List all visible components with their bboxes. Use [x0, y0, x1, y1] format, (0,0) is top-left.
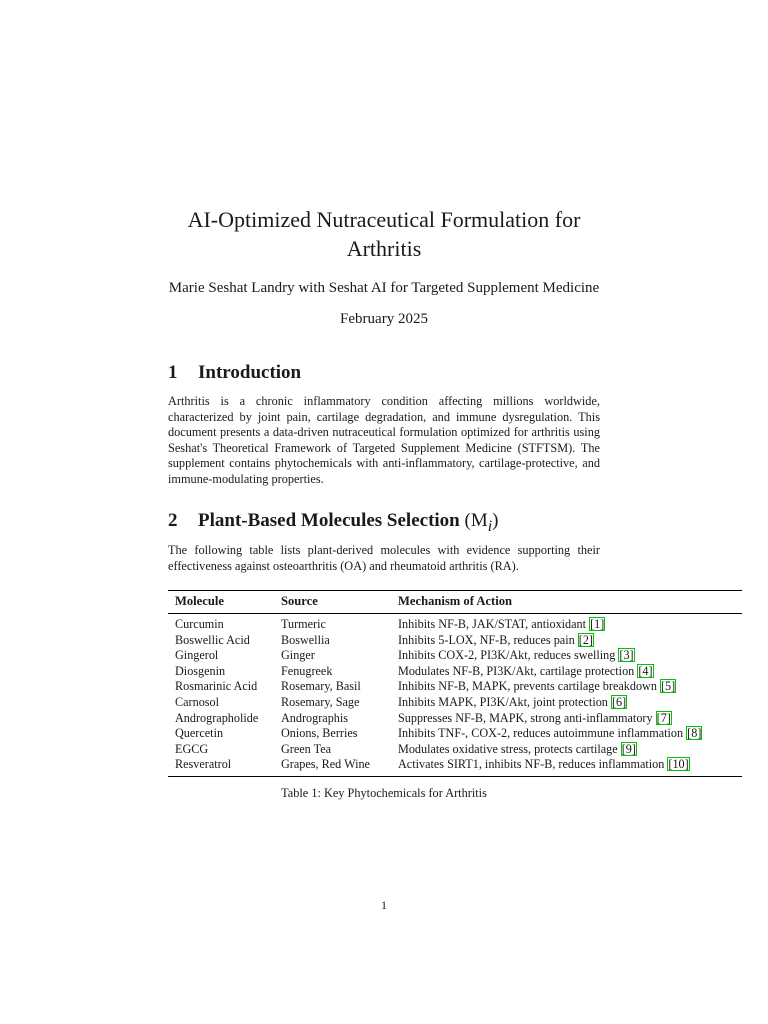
table-row — [168, 726, 742, 742]
column-header-source: Source — [274, 591, 391, 614]
page-number: 1 — [381, 898, 387, 912]
table-header-row — [168, 591, 742, 614]
mechanism-text: Modulates NF-B, PI3K/Akt, cartilage protection — [398, 663, 635, 678]
cell-source: Green Tea — [281, 741, 332, 756]
table-row — [168, 695, 742, 711]
table-caption: Table 1: Key Phytochemicals for Arthritis — [281, 786, 487, 800]
table-row — [168, 742, 742, 758]
column-header-molecule: Molecule — [168, 591, 274, 614]
section-title: Introduction — [198, 362, 302, 383]
citation-link[interactable]: [8] — [687, 726, 702, 741]
citation-link[interactable]: [10] — [668, 757, 689, 772]
cell-molecule: Resveratrol — [168, 757, 274, 776]
citation-link[interactable]: [7] — [656, 710, 671, 725]
mechanism-text: Suppresses NF-B, MAPK, strong anti-inflammatory — [398, 710, 653, 725]
cell-mechanism — [391, 633, 742, 649]
table-row — [168, 757, 742, 776]
cell-molecule: EGCG — [175, 741, 209, 756]
section-heading-molecules — [168, 510, 498, 536]
section-heading-introduction — [168, 362, 301, 384]
paper-title-line-2: Arthritis — [346, 236, 422, 261]
cell-molecule: Curcumin — [175, 617, 224, 631]
cell-mechanism — [391, 695, 742, 711]
paper-title-line-1: AI-Optimized Nutraceutical Formulation for — [187, 207, 581, 232]
paper-date: February 2025 — [340, 311, 428, 327]
column-header-mechanism: Mechanism of Action — [391, 591, 742, 614]
table-row — [168, 648, 742, 664]
section-number: 1 — [168, 362, 178, 383]
citation-link[interactable]: [1] — [590, 617, 605, 631]
cell-mechanism — [391, 757, 742, 776]
paper-title — [150, 205, 618, 263]
cell-molecule: Andrographolide — [175, 710, 259, 725]
citation-link[interactable]: [4] — [638, 663, 653, 678]
cell-source: Rosemary, Sage — [281, 694, 360, 709]
cell-source: Ginger — [281, 648, 315, 663]
cell-mechanism — [391, 726, 742, 742]
citation-link[interactable]: [2] — [578, 632, 593, 647]
cell-mechanism — [391, 679, 742, 695]
cell-molecule: Rosmarinic Acid — [175, 679, 258, 694]
table-row — [168, 633, 742, 649]
cell-source: Rosemary, Basil — [281, 679, 361, 694]
cell-mechanism — [391, 742, 742, 758]
section-title: Plant-Based Molecules Selection — [198, 510, 460, 531]
mechanism-text: Inhibits NF-B, JAK/STAT, antioxidant — [398, 617, 587, 631]
cell-molecule: Gingerol — [175, 648, 219, 663]
mechanism-text: Inhibits COX-2, PI3K/Akt, reduces swelling — [398, 648, 616, 663]
table-body — [168, 614, 742, 777]
citation-link[interactable]: [9] — [621, 741, 636, 756]
mechanism-text: Modulates oxidative stress, protects cartilage — [398, 741, 618, 756]
cell-source: Fenugreek — [281, 663, 333, 678]
mechanism-text: Inhibits 5-LOX, NF-B, reduces pain — [398, 632, 575, 647]
cell-molecule: Carnosol — [175, 694, 220, 709]
cell-molecule: Quercetin — [175, 726, 224, 741]
cell-source: Grapes, Red Wine — [274, 757, 391, 776]
table-row — [168, 614, 742, 633]
section-title-math: $(M_i)$ — [464, 510, 499, 535]
cell-source: Boswellia — [281, 632, 330, 647]
citation-link[interactable]: [5] — [660, 679, 676, 694]
cell-molecule: Diosgenin — [175, 663, 226, 678]
table-row — [168, 679, 742, 695]
paper-author: Marie Seshat Landry with Seshat AI for Targeted Supplement Medicine — [168, 280, 600, 296]
mechanism-text: Inhibits TNF-, COX-2, reduces autoimmune inflammation — [398, 726, 684, 741]
cell-mechanism — [391, 664, 742, 680]
phytochemicals-table — [168, 590, 742, 777]
cell-mechanism — [391, 648, 742, 664]
cell-mechanism — [391, 614, 742, 633]
cell-source: Turmeric — [281, 617, 326, 631]
section-number: 2 — [168, 510, 178, 531]
introduction-paragraph: Arthritis is a chronic inflammatory condition affecting millions worldwide, characterized by joint pain, cartilage degradation, and immune dysregulation. This document presents a data-driven nutraceutical formulation optimized for arthritis using Seshat's Theoretical Framework of Targeted Supplement Medicine (STFTSM). The supplement contains phytochemicals with anti-inflammatory, cartilage-protective, and immune-modulating properties. — [168, 394, 600, 486]
mechanism-text: Inhibits NF-B, MAPK, prevents cartilage breakdown — [398, 679, 657, 694]
citation-link[interactable]: [3] — [619, 648, 634, 663]
cell-source: Andrographis — [281, 710, 349, 725]
mechanism-text: Activates SIRT1, inhibits NF-B, reduces inflammation — [398, 757, 665, 772]
table-row — [168, 711, 742, 727]
mechanism-text: Inhibits MAPK, PI3K/Akt, joint protection — [398, 694, 608, 709]
table-row — [168, 664, 742, 680]
cell-source: Onions, Berries — [281, 726, 358, 741]
cell-molecule: Boswellic Acid — [175, 632, 250, 647]
cell-mechanism — [391, 711, 742, 727]
molecules-paragraph: The following table lists plant-derived molecules with evidence supporting their effectiveness against osteoarthritis (OA) and rheumatoid arthritis (RA). — [168, 543, 600, 573]
citation-link[interactable]: [6] — [611, 694, 627, 709]
